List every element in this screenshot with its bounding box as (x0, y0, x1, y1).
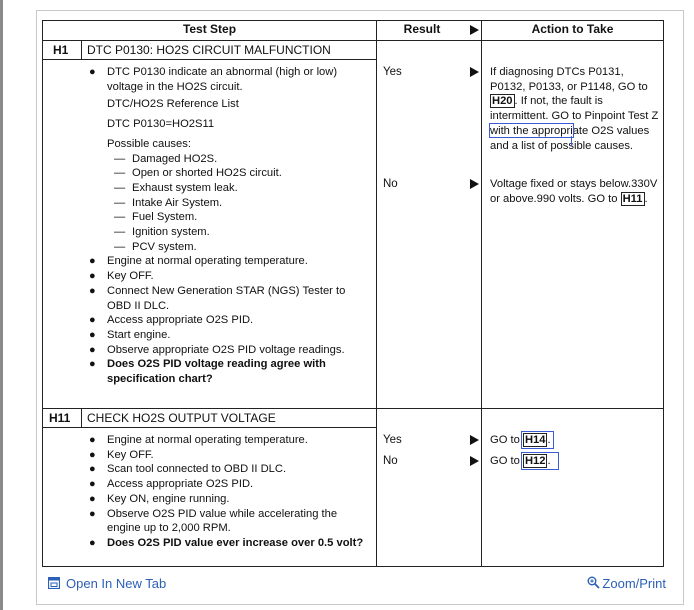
result-arrow-icon (470, 456, 479, 466)
cause-item: — Open or shorted HO2S circuit. (114, 167, 282, 180)
h1-id-divider (81, 40, 82, 59)
zoom-print-link[interactable]: Zoom/Print (587, 576, 666, 591)
col-divider-result (481, 21, 482, 566)
cause-item: — Damaged HO2S. (114, 152, 218, 165)
result-arrow-icon (470, 435, 479, 445)
list-item: ● Key ON, engine running. (89, 492, 230, 505)
open-new-tab-link[interactable]: Open In New Tab (48, 576, 166, 591)
list-item: ● Access appropriate O2S PID. (89, 478, 254, 491)
list-item: ● Engine at normal operating temperature. (89, 255, 308, 268)
image-toolbar (36, 568, 682, 602)
result-no-h1: No (383, 178, 398, 190)
diagnostic-table (42, 20, 664, 567)
h11-title-divider (43, 427, 376, 428)
header-arrow-icon (470, 25, 479, 35)
list-item: ● DTC P0130 indicate an abnormal (high or low) voltage in the HO2S circuit. DTC/HO2S Reference List DTC P0130=HO2S11 Possible causes: — Damaged HO2S. — Open or shorted HO2S circuit. — Exhaust system leak. — Intake Air System. — Fuel System. — Ignition system. — PCV system. (87, 65, 372, 254)
header-test-step: Test Step (182, 22, 237, 36)
h1-title-divider (43, 59, 376, 60)
new-tab-icon (48, 577, 60, 589)
h1-instructions (87, 65, 372, 387)
result-yes-h1: Yes (383, 66, 402, 78)
header-result: Result (403, 22, 441, 36)
action-h1-yes: If diagnosing DTCs P0131, P0132, P0133, or P1148, GO to H20 . If not, the fault is intermittent. GO to Pinpoint Test Z with the appropriate O2S values and a list of possible causes. (490, 66, 659, 152)
list-item: ● Observe appropriate O2S PID voltage readings. (89, 343, 345, 356)
list-item: ● Access appropriate O2S PID. (89, 314, 254, 327)
step-id-h1: H1 (53, 43, 69, 57)
step-title-h1: DTC P0130: HO2S CIRCUIT MALFUNCTION (87, 43, 331, 57)
ref-h11[interactable]: H11 (622, 192, 643, 205)
cause-item: — Ignition system. (114, 226, 210, 239)
cause-item: — Exhaust system leak. (114, 181, 238, 194)
action-h11-yes: GO to H14 . (490, 434, 551, 446)
cause-item: — Fuel System. (114, 211, 198, 224)
col-divider-step (376, 21, 377, 566)
h11-instructions (87, 433, 372, 551)
list-item: ● Observe O2S PID value while accelerating the engine up to 2,000 RPM. (89, 507, 338, 535)
list-item: ● Engine at normal operating temperature. (89, 434, 308, 446)
h11-row-divider (43, 408, 663, 409)
action-h11-no: GO to H12 . (490, 455, 551, 467)
header-divider (43, 40, 663, 41)
cause-item: — Intake Air System. (114, 196, 223, 209)
list-item: ● Start engine. (89, 328, 171, 341)
list-item: ● Scan tool connected to OBD II DLC. (89, 463, 287, 476)
list-item-question: ● Does O2S PID voltage reading agree with specification chart? (89, 358, 326, 386)
list-item: ● Key OFF. (89, 448, 154, 461)
result-no-h11: No (383, 455, 398, 467)
list-item-question: ● Does O2S PID value ever increase over 0.5 volt? (89, 536, 364, 549)
cause-item: — PCV system. (114, 240, 197, 253)
magnifier-icon (587, 576, 600, 589)
page-left-rule (0, 0, 3, 610)
result-arrow-icon (470, 179, 479, 189)
list-item: ● Key OFF. (89, 270, 154, 283)
header-action: Action to Take (531, 22, 614, 36)
ref-h14[interactable]: H14 (524, 434, 546, 446)
list-item: ● Connect New Generation STAR (NGS) Tester to OBD II DLC. (89, 284, 346, 312)
result-arrow-icon (470, 67, 479, 77)
action-h1-no: Voltage fixed or stays below.330V or above.990 volts. GO to H11 . (490, 178, 658, 205)
h11-id-divider (81, 408, 82, 427)
bullet-icon: ● (89, 66, 96, 78)
pinpoint-test-link[interactable]: Pinpoint Test Z (584, 110, 659, 123)
step-id-h11: H11 (49, 411, 71, 425)
step-title-h11: CHECK HO2S OUTPUT VOLTAGE (87, 411, 276, 425)
ref-h12[interactable]: H12 (524, 455, 546, 467)
ref-h20[interactable]: H20 (492, 95, 513, 108)
result-yes-h11: Yes (383, 434, 402, 446)
